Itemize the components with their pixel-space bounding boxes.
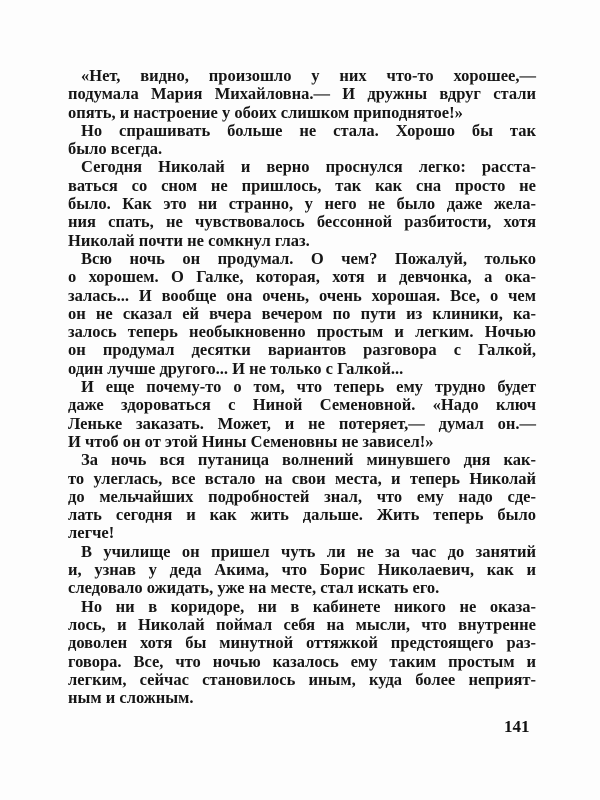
text-line: до мельчайших подробностей знал, что ему надо сде- [68,486,536,506]
paragraph [68,250,536,378]
text-line: ния спать, не чувствовалось бессонной разбитости, хотя [68,212,536,232]
text-line: Всю ночь он продумал. О чем? Пожалуй, только [81,248,536,268]
text-line: следовало ожидать, уже на месте, стал искать его. [68,578,440,598]
paragraph [68,158,536,249]
text-line: ным и сложным. [68,688,194,708]
text-line: легче! [68,523,115,543]
paragraph [68,598,536,708]
text-line: он продумал десятки вариантов разговора с Галкой, [68,340,536,360]
text-line: опять, и настроение у обоих слишком приподнятое!» [68,102,463,122]
paragraph [68,378,536,451]
book-page-text [68,67,536,707]
text-line: Но ни в коридоре, ни в кабинете никого не оказа- [81,596,536,616]
text-line: Николай почти не сомкнул глаз. [68,230,310,250]
text-line: «Нет, видно, произошло у них что-то хорошее,— [81,66,536,85]
text-line: Сегодня Николай и верно проснулся легко: расста- [81,157,536,177]
text-line: В училище он пришел чуть ли не за час до занятий [81,541,536,561]
text-line: было всегда. [68,139,163,159]
paragraph [68,67,536,122]
text-line: легким, сейчас становилось иным, куда более неприят- [68,669,536,689]
text-line: было. Как это ни странно, у него не было даже жела- [68,194,536,214]
text-line: доволен хотя бы минутной оттяжкой предстоящего раз- [68,633,536,653]
text-line: говора. Все, что ночью казалось ему таким простым и [68,651,536,671]
text-line: один лучше другого... И не только с Галкой... [68,358,404,378]
text-line: ваться со сном не пришлось, так как сна просто не [68,175,536,195]
text-line: залось теперь необыкновенно простым и легким. Ночью [68,322,536,342]
text-line: И еще почему-то о том, что теперь ему трудно будет [81,377,536,397]
text-line: залась... И вообще она очень, очень хорошая. Все, о чем [68,285,536,305]
text-line: и, узнав у деда Акима, что Борис Николаевич, как и [68,560,536,580]
text-line: то улеглась, все встало на свои места, и теперь Николай [68,468,536,488]
text-line: За ночь вся путаница волнений минувшего дня как- [81,450,536,470]
paragraph [68,543,536,598]
text-line: лось, и Николай поймал себя на мысли, что внутренне [68,614,536,634]
text-line: даже здороваться с Ниной Семеновной. «Надо ключ [68,395,536,415]
text-line: о хорошем. О Галке, которая, хотя и девчонка, а ока- [68,267,536,287]
text-line: подумала Мария Михайловна.— И дружны вдруг стали [68,84,536,104]
text-line: он не сказал ей вчера вечером по пути из клиники, ка- [68,303,536,323]
text-line: лать сегодня и как жить дальше. Жить теперь было [68,505,536,525]
text-line: Но спрашивать больше не стала. Хорошо бы так [81,120,536,140]
page-number: 141 [504,717,530,736]
text-line: Леньке заказать. Может, и не потеряет,— думал он.— [68,413,536,433]
paragraph [68,122,536,159]
paragraph [68,451,536,542]
text-line: И чтоб он от этой Нины Семеновны не зависел!» [68,431,434,451]
